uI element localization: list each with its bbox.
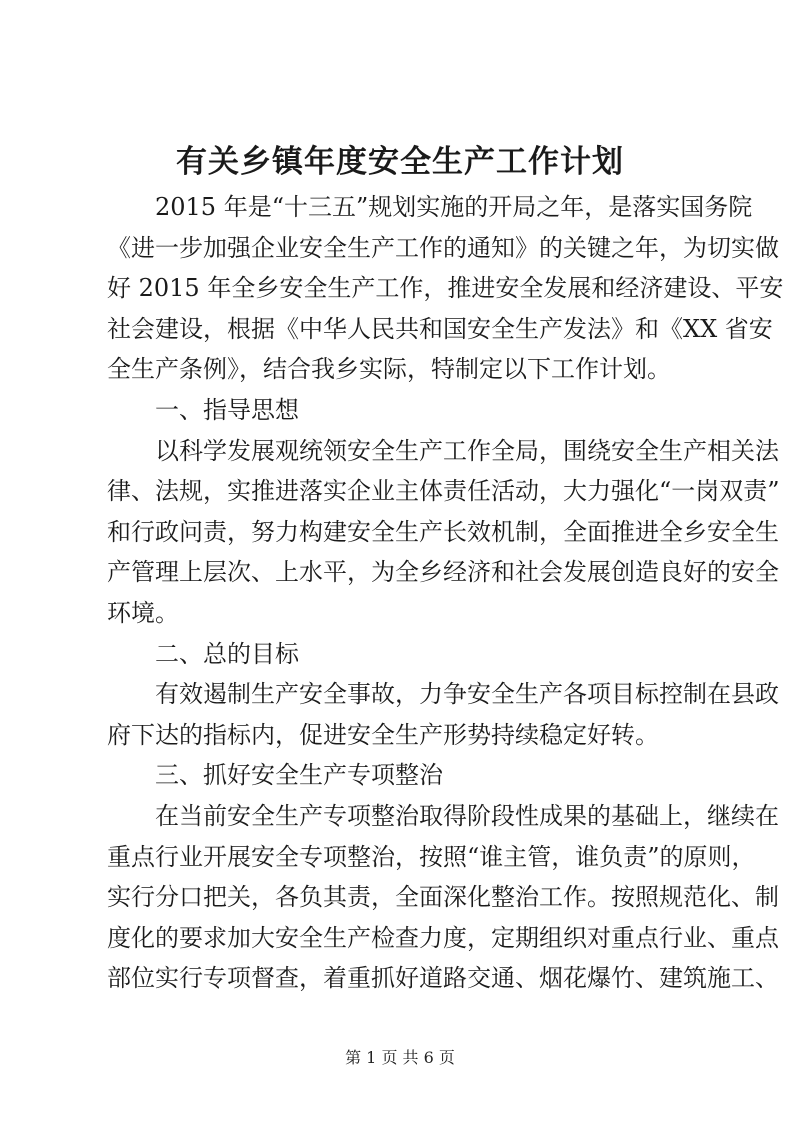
body-line: 实行分口把关，各负其责，全面深化整治工作。按照规范化、制 [107,883,779,912]
body-line: 环境。 [107,598,179,627]
body-line: 以科学发展观统领安全生产工作全局，围绕安全生产相关法 [155,436,779,465]
body-line: 2015 年是“十三五”规划实施的开局之年，是落实国务院 [155,193,753,221]
body-line: 和行政问责，努力构建安全生产长效机制，全面推进全乡安全生 [107,517,779,546]
body-line: 律、法规，实推进落实企业主体责任活动，大力强化“一岗双责” [107,477,780,506]
body-line: 社会建设，根据《中华人民共和国安全生产发法》和《XX 省安 [107,314,773,343]
section-heading: 一、指导思想 [155,395,299,424]
section-heading: 三、抓好安全生产专项整治 [155,761,443,790]
body-line: 重点行业开展安全专项整治，按照“谁主管，谁负责”的原则， [107,842,756,871]
body-line: 在当前安全生产专项整治取得阶段性成果的基础上，继续在 [155,801,779,830]
body-line: 度化的要求加大安全生产检查力度，定期组织对重点行业、重点 [107,923,779,952]
document-title: 有关乡镇年度安全生产工作计划 [176,144,624,180]
body-line: 府下达的指标内，促进安全生产形势持续稳定好转。 [107,720,659,749]
section-heading: 二、总的目标 [155,639,299,668]
body-line: 产管理上层次、上水平，为全乡经济和社会发展创造良好的安全 [107,558,779,587]
body-line: 好 2015 年全乡安全生产工作，推进安全发展和经济建设、平安 [107,274,784,303]
body-line: 有效遏制生产安全事故，力争安全生产各项目标控制在县政 [155,680,779,709]
body-line: 全生产条例》，结合我乡实际，特制定以下工作计划。 [107,355,671,384]
body-line: 《进一步加强企业安全生产工作的通知》的关键之年，为切实做 [107,233,779,262]
body-line: 部位实行专项督查，着重抓好道路交通、烟花爆竹、建筑施工、 [107,964,779,993]
document-body [107,187,784,999]
page-footer: 第 1 页 共 6 页 [345,1048,455,1067]
